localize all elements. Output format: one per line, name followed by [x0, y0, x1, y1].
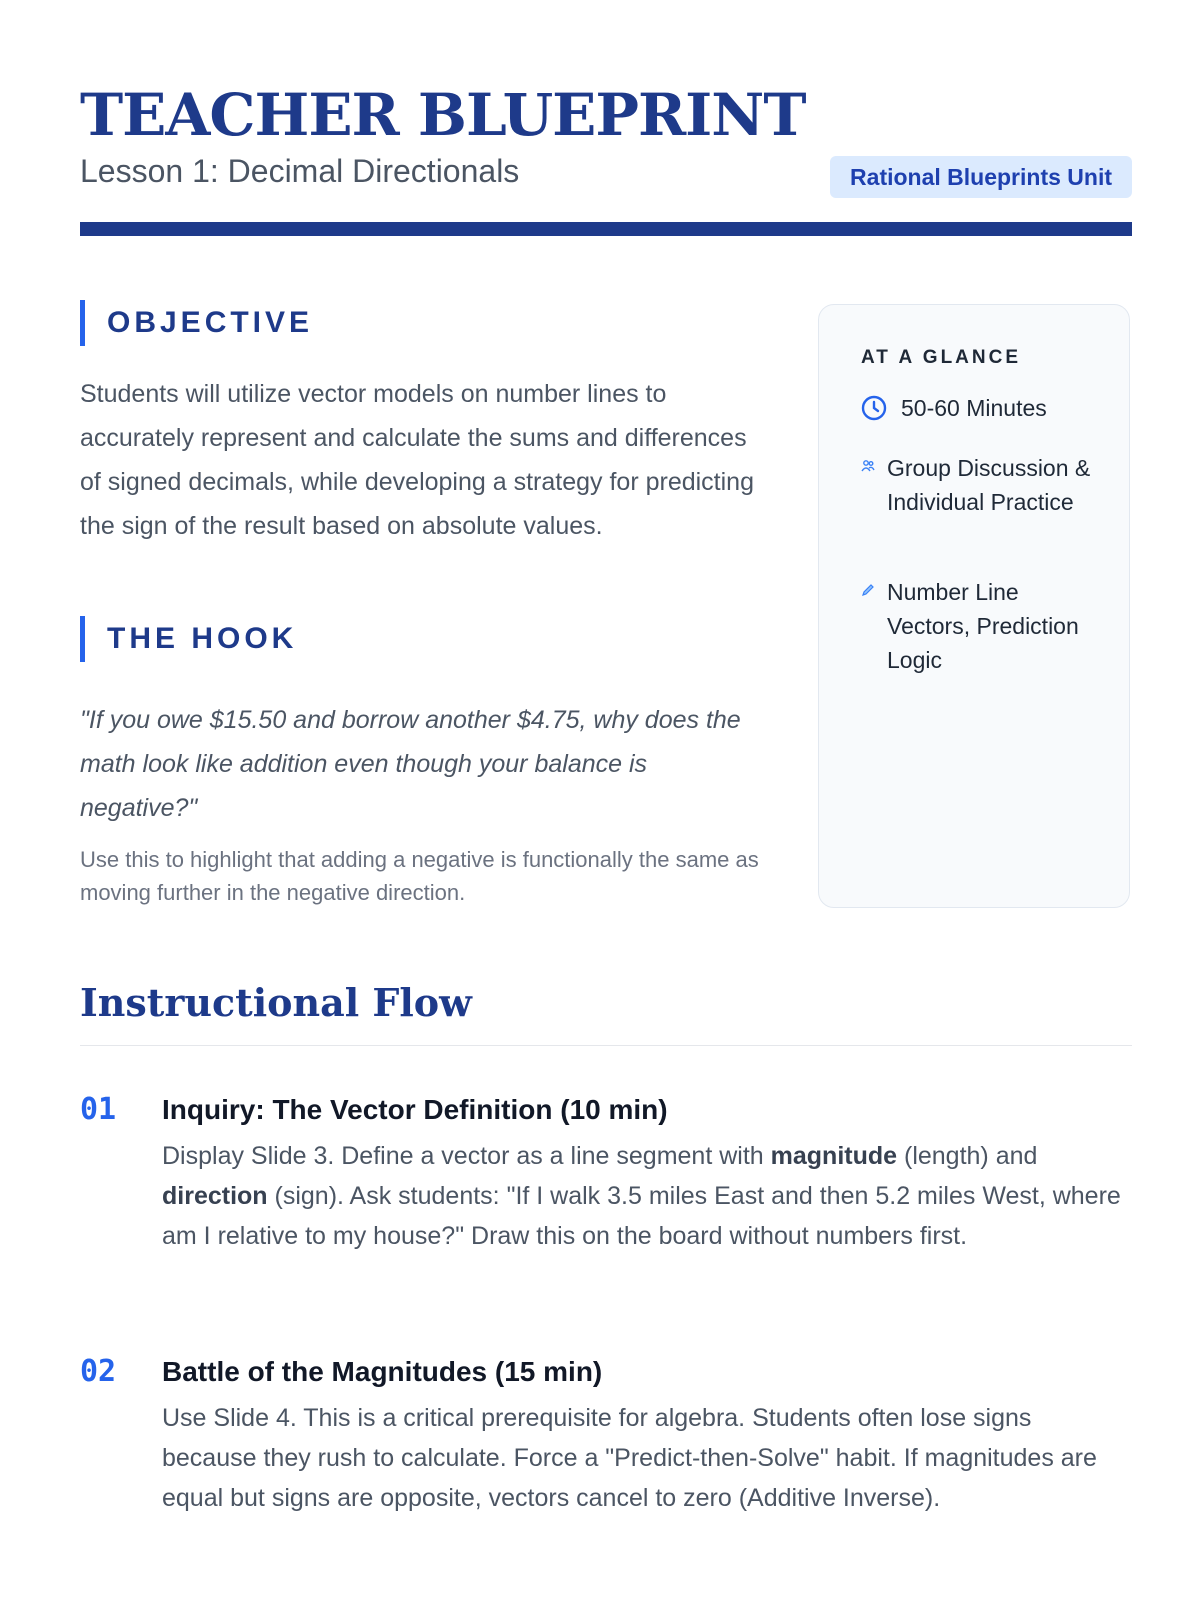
header-divider	[80, 222, 1132, 236]
flow-divider	[80, 1045, 1132, 1046]
step-title: Battle of the Magnitudes (15 min)	[162, 1356, 603, 1387]
glance-item-text: 50-60 Minutes	[901, 395, 1047, 421]
lesson-subtitle: Lesson 1: Decimal Directionals	[80, 153, 520, 189]
hook-quote: "If you owe $15.50 and borrow another $4.75, why does the math look like addition even though your balance is negative?"	[80, 706, 741, 822]
users-icon	[861, 451, 887, 473]
glance-item-text: Number Line Vectors, Prediction Logic	[887, 579, 1079, 673]
hook-note: Use this to highlight that adding a negative is functionally the same as moving further in the negative direction.	[80, 847, 759, 905]
instructional-flow-title: Instructional Flow	[80, 980, 472, 1025]
glance-title: AT A GLANCE	[861, 347, 1022, 368]
page-title: TEACHER BLUEPRINT	[80, 81, 806, 149]
glance-item-duration	[861, 391, 1111, 425]
objective-heading: OBJECTIVE	[80, 300, 313, 346]
bold-term: magnitude	[770, 1142, 898, 1170]
hook-heading: THE HOOK	[80, 616, 297, 662]
step-title: Inquiry: The Vector Definition (10 min)	[162, 1094, 668, 1125]
step-number: 01	[80, 1092, 117, 1127]
pencil-icon	[861, 575, 887, 597]
step-body: Use Slide 4. This is a critical prerequisite for algebra. Students often lose signs because they rush to calculate. Force a "Predict-then-Solve" habit. If magnitudes are equal but signs are opposite, vectors cancel to zero (Additive Inverse).	[162, 1404, 1097, 1512]
at-a-glance-card	[818, 304, 1130, 908]
glance-item-text: Group Discussion & Individual Practice	[887, 455, 1091, 515]
glance-item-format	[861, 451, 1097, 519]
bold-term: direction	[162, 1182, 268, 1210]
unit-badge: Rational Blueprints Unit	[830, 156, 1132, 198]
step-number: 02	[80, 1354, 117, 1389]
objective-text: Students will utilize vector models on number lines to accurately represent and calculate the sums and differences of signed decimals, while developing a strategy for predicting the sign of the result based on absolute values.	[80, 380, 754, 540]
step-body: Display Slide 3. Define a vector as a line segment with magnitude (length) and direction (sign). Ask students: "If I walk 3.5 miles East and then 5.2 miles West, where am I relative to my house?" Draw this on the board without numbers first.	[162, 1142, 1121, 1250]
clock-icon	[861, 391, 901, 421]
glance-item-focus	[861, 575, 1097, 677]
